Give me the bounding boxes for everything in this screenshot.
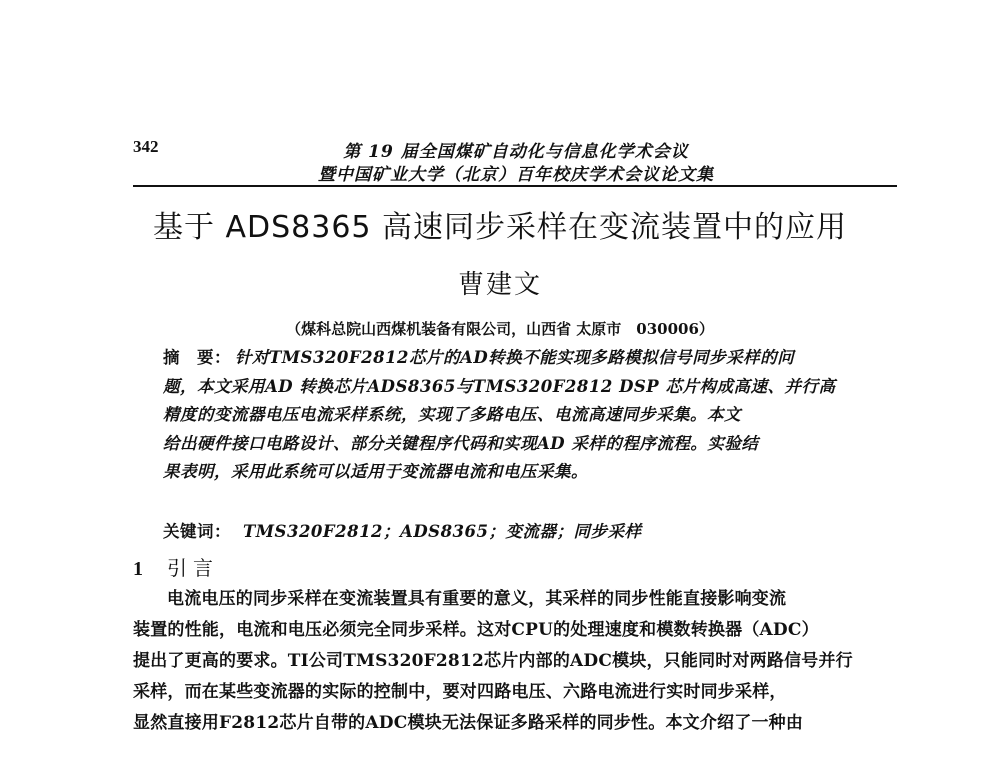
- body-line: 提出了更高的要求。TI公司TMS320F2812芯片内部的ADC模块，只能同时对两路信号并行: [133, 651, 853, 671]
- paper-author: 曹建文: [457, 270, 542, 300]
- section-heading: [133, 552, 219, 581]
- header-rule: [133, 185, 897, 187]
- keywords: [163, 518, 863, 542]
- section-title: 引言: [167, 556, 219, 580]
- abstract: [163, 344, 863, 487]
- conference-title-line2: 暨中国矿业大学（北京）百年校庆学术会议论文集: [318, 165, 714, 185]
- abstract-line: 果表明，采用此系统可以适用于变流器电流和电压采集。: [163, 462, 588, 481]
- abstract-text: 针对TMS320F2812芯片的AD转换不能实现多路模拟信号同步采样的问: [235, 348, 795, 367]
- body-line: 电流电压的同步采样在变流装置具有重要的意义，其采样的同步性能直接影响变流: [167, 589, 787, 609]
- paper-title: 基于 ADS8365 高速同步采样在变流装置中的应用: [152, 210, 848, 245]
- body-line: 采样，而在某些变流器的实际的控制中，要对四路电压、六路电流进行实时同步采样，: [133, 682, 787, 702]
- abstract-line: [163, 344, 863, 373]
- body-line: 显然直接用F2812芯片自带的ADC模块无法保证多路采样的同步性。本文介绍了一种由: [133, 713, 804, 733]
- page-number: 342: [133, 137, 159, 156]
- section-body: [133, 584, 901, 739]
- paper-affiliation: （煤科总院山西煤机装备有限公司，山西省 太原市 030006）: [286, 320, 714, 338]
- abstract-line: 题，本文采用AD 转换芯片ADS8365与TMS320F2812 DSP 芯片构成高速、并行高: [163, 376, 836, 396]
- body-line: 装置的性能，电流和电压必须完全同步采样。这对CPU的处理速度和模数转换器（ADC）: [133, 620, 819, 640]
- section-number: 1: [133, 558, 143, 580]
- abstract-label: 摘 要：: [163, 348, 231, 367]
- keywords-values: TMS320F2812；ADS8365；变流器；同步采样: [243, 522, 642, 541]
- abstract-line: 给出硬件接口电路设计、部分关键程序代码和实现AD 采样的程序流程。实验结: [163, 433, 759, 453]
- keywords-label: 关键词：: [163, 522, 231, 541]
- abstract-line: 精度的变流器电压电流采样系统，实现了多路电压、电流高速同步采集。本文: [163, 405, 741, 424]
- conference-title-line1: 第 19 届全国煤矿自动化与信息化学术会议: [343, 142, 689, 162]
